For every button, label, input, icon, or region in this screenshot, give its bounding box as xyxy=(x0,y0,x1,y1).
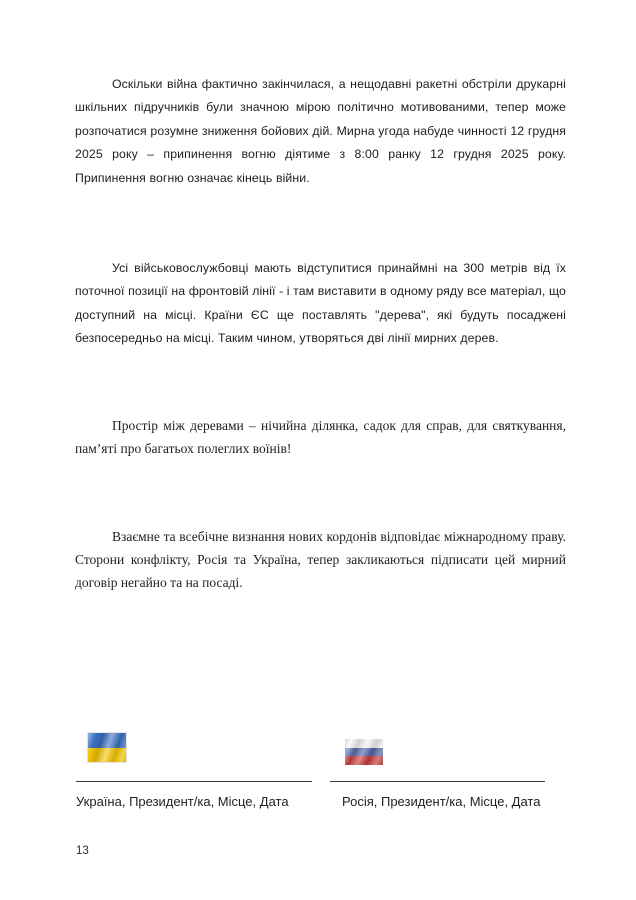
paragraph-space-between-trees: Простір між деревами – нічийна ділянка, садок для справ, для святкування, пам’яті про багатьох полеглих воїнів! xyxy=(75,418,566,456)
paragraph-retreat-300m: Усі військовослужбовці мають відступитися принаймні на 300 метрів від їх поточної позиції на фронтовій лінії - і там виставити в одному ряду все матеріал, що доступний на місці. Країни ЄС ще поставлять "дерева", які будуть посаджені безпосередньо на місці. Таким чином, утворяться дві лінії мирних дерев. xyxy=(75,261,566,346)
russia-flag-blue-stripe xyxy=(345,748,383,757)
russia-flag-white-stripe xyxy=(345,739,383,748)
page-number: 13 xyxy=(76,845,89,857)
russia-flag-icon xyxy=(345,739,383,765)
ukraine-flag-yellow-stripe xyxy=(88,748,126,763)
signature-label-russia: Росія, Президент/ка, Місце, Дата xyxy=(342,794,541,809)
paragraph-border-recognition: Взаємне та всебічне визнання нових кордонів відповідає міжнародному праву. Сторони конфлікту, Росія та Україна, тепер закликаються підписати цей мирний договір негайно та на посаді. xyxy=(75,529,566,590)
signature-label-ukraine: Україна, Президент/ка, Місце, Дата xyxy=(76,794,289,809)
signature-line-ukraine xyxy=(76,781,312,782)
russia-flag-red-stripe xyxy=(345,756,383,765)
paragraph-ceasefire: Оскільки війна фактично закінчилася, а нещодавні ракетні обстріли друкарні шкільних підручників були значною мірою політично мотивованими, тепер може розпочатися розумне зниження бойових дій. Мирна угода набуде чинності 12 грудня 2025 року – припинення вогню діятиме з 8:00 ранку 12 грудня 2025 року. Припинення вогню означає кінець війни. xyxy=(75,77,566,185)
ukraine-flag-blue-stripe xyxy=(88,733,126,748)
signature-line-russia xyxy=(330,781,545,782)
ukraine-flag-icon xyxy=(88,733,126,762)
